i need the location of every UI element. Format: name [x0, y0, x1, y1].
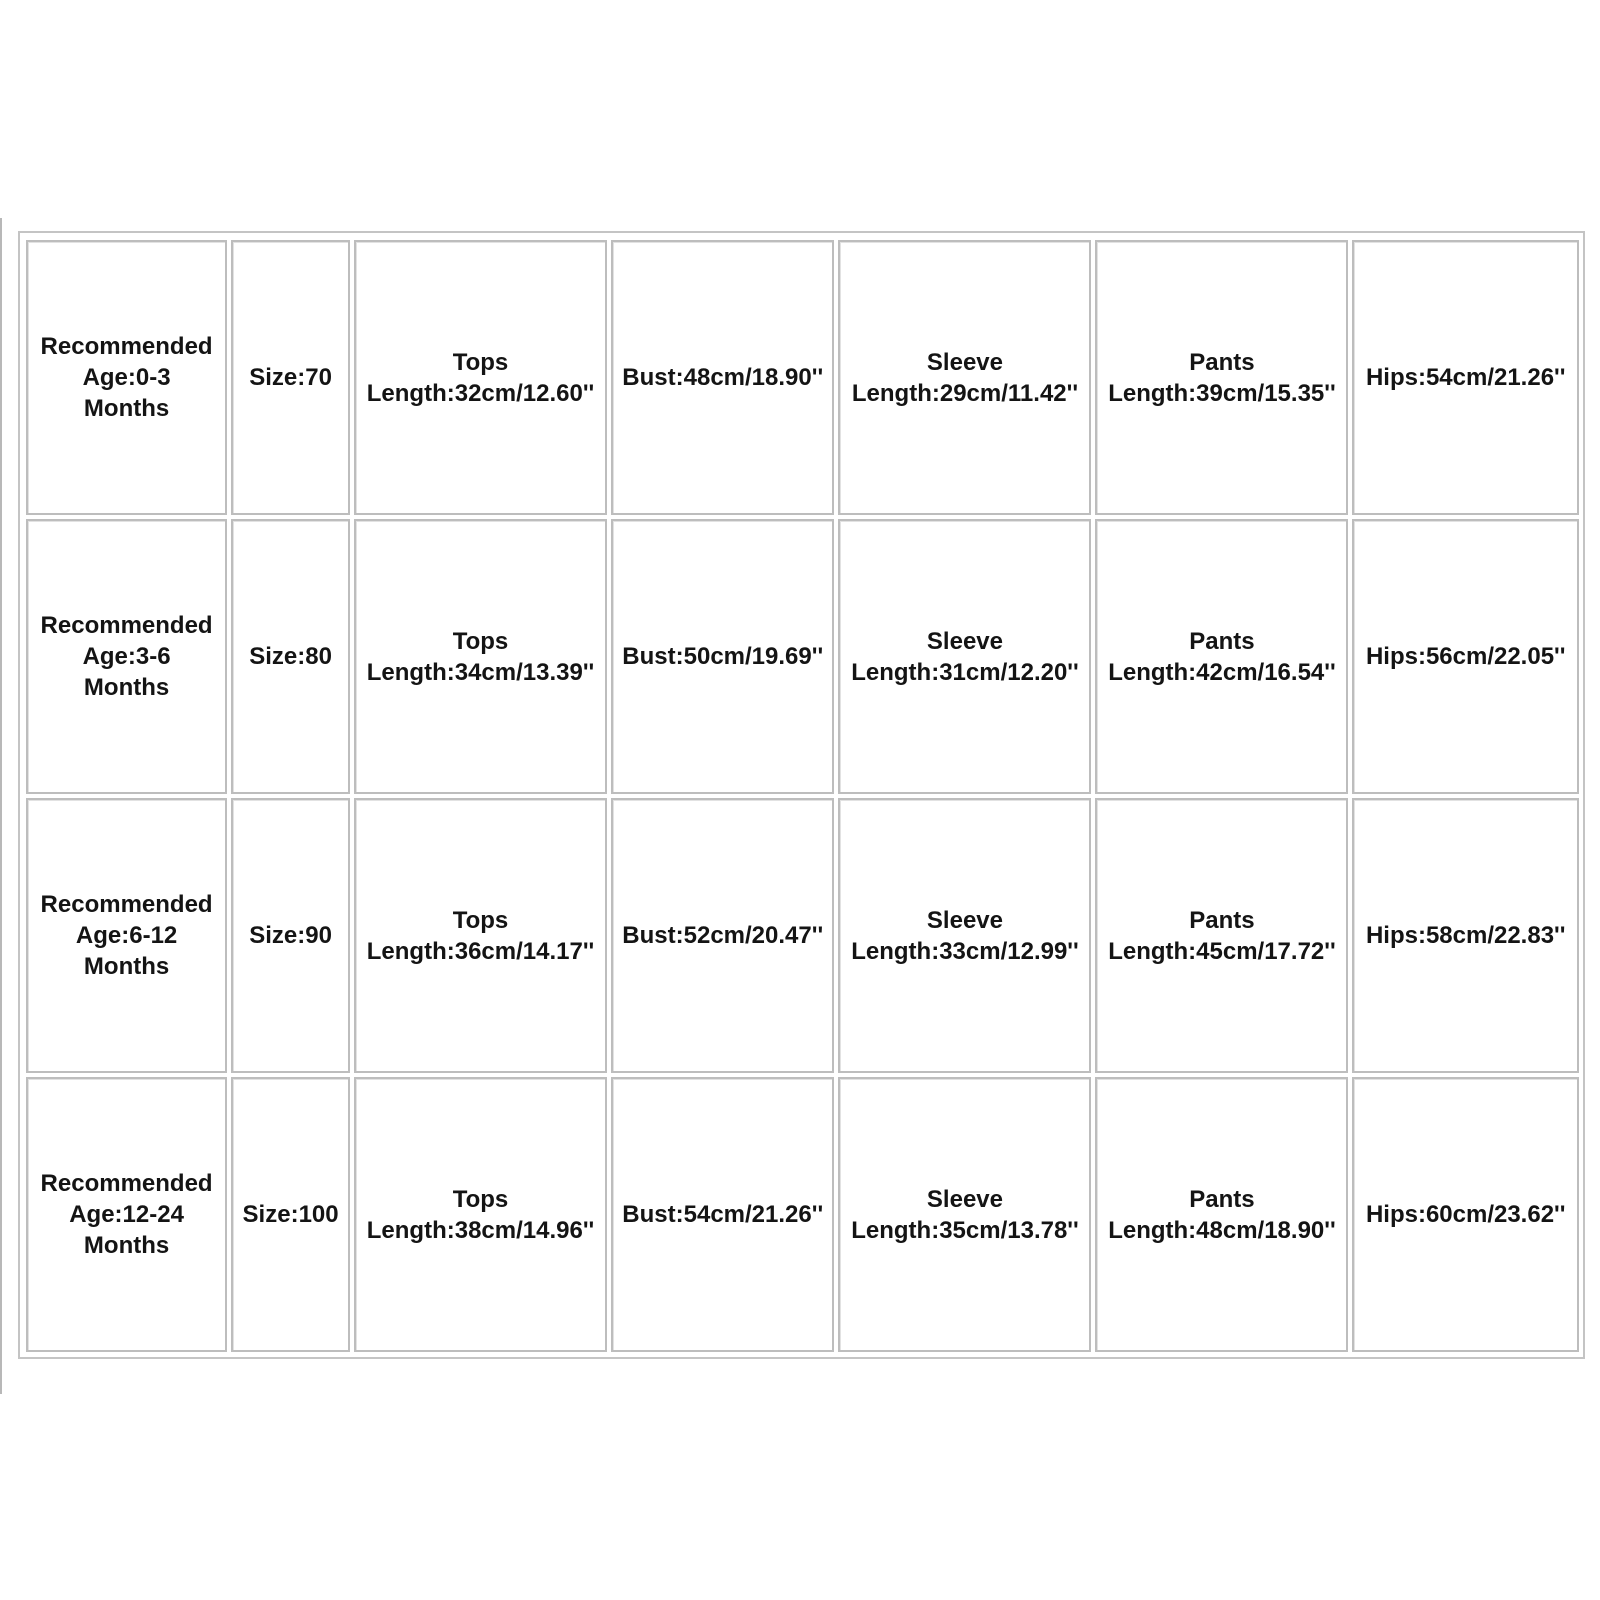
bust-value: Bust:48cm/18.90'' — [622, 364, 824, 391]
sleeve-length-cell — [838, 798, 1091, 1073]
bust-cell — [611, 519, 835, 794]
age-range-line: Age:0-3 — [82, 364, 171, 391]
age-range-line: Age:3-6 — [82, 643, 171, 670]
sleeve-label: Sleeve — [926, 627, 1003, 655]
table-row — [26, 1077, 1579, 1352]
sleeve-length-value: Length:31cm/12.20'' — [851, 658, 1079, 686]
age-label-line: Recommended — [40, 891, 213, 918]
sleeve-label: Sleeve — [926, 348, 1003, 376]
size-cell — [231, 798, 350, 1073]
age-label-line: Recommended — [40, 612, 213, 639]
sleeve-length-cell — [838, 519, 1091, 794]
bust-cell — [611, 240, 835, 515]
age-unit-line: Months — [83, 395, 170, 422]
sleeve-label: Sleeve — [926, 906, 1003, 934]
pants-label: Pants — [1189, 1185, 1255, 1213]
bust-cell — [611, 798, 835, 1073]
age-label-line: Recommended — [40, 1170, 213, 1197]
tops-length-value: Length:34cm/13.39'' — [366, 658, 595, 686]
size-cell — [231, 519, 350, 794]
hips-cell — [1352, 519, 1579, 794]
tops-length-cell — [354, 240, 607, 515]
hips-value: Hips:56cm/22.05'' — [1365, 643, 1566, 670]
pants-label: Pants — [1189, 627, 1255, 655]
bust-value: Bust:54cm/21.26'' — [622, 1201, 824, 1228]
sleeve-length-cell — [838, 240, 1091, 515]
pants-length-value: Length:42cm/16.54'' — [1108, 658, 1336, 686]
sleeve-length-value: Length:29cm/11.42'' — [851, 379, 1079, 407]
tops-label: Tops — [452, 348, 509, 376]
sleeve-label: Sleeve — [926, 1185, 1003, 1213]
age-unit-line: Months — [83, 674, 170, 701]
size-cell — [231, 240, 350, 515]
bust-cell — [611, 1077, 835, 1352]
size-value: Size:90 — [249, 922, 332, 949]
age-unit-line: Months — [83, 953, 170, 980]
pants-length-value: Length:45cm/17.72'' — [1108, 937, 1336, 965]
tops-label: Tops — [452, 1185, 509, 1213]
size-value: Size:100 — [242, 1201, 339, 1228]
pants-length-value: Length:39cm/15.35'' — [1108, 379, 1336, 407]
age-cell — [26, 519, 227, 794]
age-cell — [26, 1077, 227, 1352]
age-range-line: Age:6-12 — [75, 922, 178, 949]
left-divider-line — [0, 218, 2, 1394]
size-value: Size:70 — [249, 364, 332, 391]
age-cell — [26, 240, 227, 515]
size-chart-table — [22, 236, 1583, 1356]
pants-length-cell — [1095, 1077, 1348, 1352]
pants-label: Pants — [1189, 348, 1255, 376]
tops-length-value: Length:38cm/14.96'' — [366, 1216, 595, 1244]
pants-label: Pants — [1189, 906, 1255, 934]
age-range-line: Age:12-24 — [69, 1201, 184, 1228]
sleeve-length-value: Length:33cm/12.99'' — [851, 937, 1079, 965]
tops-length-value: Length:32cm/12.60'' — [366, 379, 595, 407]
age-label-line: Recommended — [40, 333, 213, 360]
size-cell — [231, 1077, 350, 1352]
sleeve-length-cell — [838, 1077, 1091, 1352]
tops-length-cell — [354, 798, 607, 1073]
hips-value: Hips:60cm/23.62'' — [1365, 1201, 1566, 1228]
pants-length-cell — [1095, 798, 1348, 1073]
size-value: Size:80 — [249, 643, 332, 670]
tops-length-cell — [354, 519, 607, 794]
bust-value: Bust:50cm/19.69'' — [622, 643, 824, 670]
sleeve-length-value: Length:35cm/13.78'' — [851, 1216, 1079, 1244]
tops-length-value: Length:36cm/14.17'' — [366, 937, 595, 965]
tops-length-cell — [354, 1077, 607, 1352]
age-cell — [26, 798, 227, 1073]
bust-value: Bust:52cm/20.47'' — [622, 922, 824, 949]
hips-value: Hips:54cm/21.26'' — [1365, 364, 1566, 391]
table-row — [26, 519, 1579, 794]
pants-length-value: Length:48cm/18.90'' — [1108, 1216, 1336, 1244]
table-row — [26, 798, 1579, 1073]
hips-value: Hips:58cm/22.83'' — [1365, 922, 1566, 949]
pants-length-cell — [1095, 519, 1348, 794]
size-chart-frame — [18, 231, 1585, 1359]
tops-label: Tops — [452, 627, 509, 655]
hips-cell — [1352, 1077, 1579, 1352]
age-unit-line: Months — [83, 1232, 170, 1259]
tops-label: Tops — [452, 906, 509, 934]
hips-cell — [1352, 798, 1579, 1073]
pants-length-cell — [1095, 240, 1348, 515]
hips-cell — [1352, 240, 1579, 515]
table-row — [26, 240, 1579, 515]
